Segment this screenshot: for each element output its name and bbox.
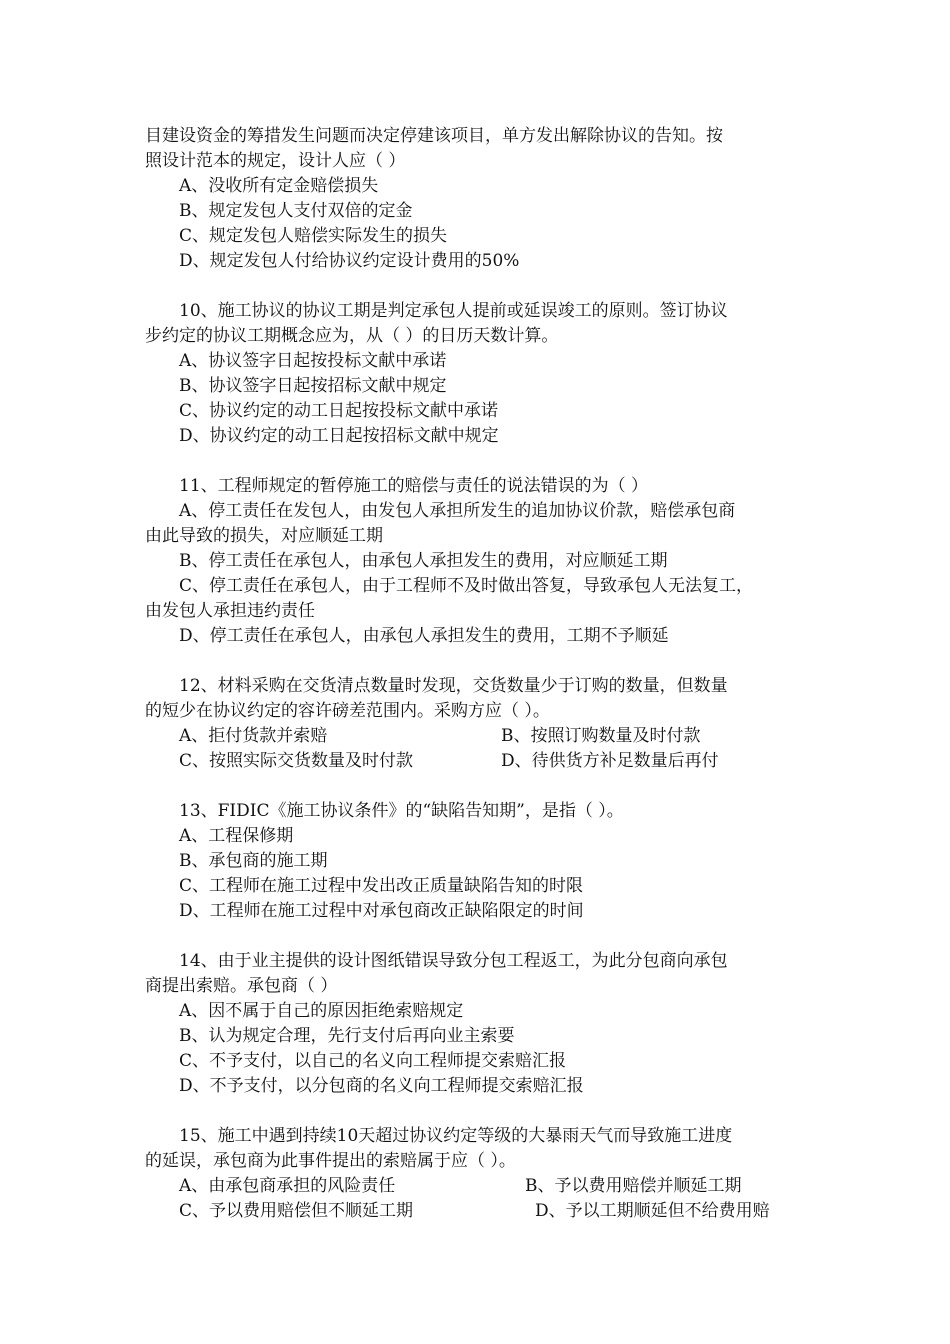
question-12-option-b: B、按照订购数量及时付款 [501,726,701,746]
question-12-text-line-1: 12、材料采购在交货清点数量时发现，交货数量少于订购的数量，但数量 [179,676,728,696]
question-9-option-b: B、规定发包人支付双倍的定金 [179,201,413,221]
question-15-option-c: C、予以费用赔偿但不顺延工期 [179,1201,414,1221]
question-12-option-c: C、按照实际交货数量及时付款 [179,751,414,771]
paragraph-gap [145,649,825,674]
paragraph-gap [145,1099,825,1124]
paragraph-gap [145,274,825,299]
question-11-option-c-line-1: C、停工责任在承包人，由于工程师不及时做出答复，导致承包人无法复工， [179,576,754,596]
question-11-option-b: B、停工责任在承包人，由承包人承担发生的费用，对应顺延工期 [179,551,668,571]
question-10 [145,299,825,449]
question-11-option-a-line-1: A、停工责任在发包人，由发包人承担所发生的追加协议价款，赔偿承包商 [179,501,736,521]
question-13-option-b: B、承包商的施工期 [179,851,328,871]
question-10-option-d: D、协议约定的动工日起按招标文献中规定 [179,426,499,446]
question-12-option-a: A、拒付货款并索赔 [179,726,328,746]
question-13 [145,799,825,924]
question-12-options-row-1 [145,724,825,749]
question-12-text-line-2: 的短少在协议约定的容许磅差范围内。采购方应（ ）。 [145,701,550,721]
question-14-option-b: B、认为规定合理，先行支付后再向业主索要 [179,1026,515,1046]
question-9-option-c: C、规定发包人赔偿实际发生的损失 [179,226,448,246]
question-10-text-line-2: 步约定的协议工期概念应为，从（ ）的日历天数计算。 [145,326,559,346]
paragraph-gap [145,924,825,949]
question-11-option-d: D、停工责任在承包人，由承包人承担发生的费用，工期不予顺延 [179,626,669,646]
question-15-option-b: B、予以费用赔偿并顺延工期 [525,1176,742,1196]
question-9 [145,124,825,274]
question-15-options-row-2 [145,1199,825,1224]
question-15-option-a: A、由承包商承担的风险责任 [179,1176,396,1196]
question-12-option-d: D、待供货方补足数量后再付 [501,751,719,771]
question-15-text-line-2: 的延误，承包商为此事件提出的索赔属于应（ ）。 [145,1151,516,1171]
question-10-text-line-1: 10、施工协议的协议工期是判定承包人提前或延误竣工的原则。签订协议 [179,301,728,321]
question-12 [145,674,825,774]
question-14-option-d: D、不予支付，以分包商的名义向工程师提交索赔汇报 [179,1076,584,1096]
question-9-option-a: A、没收所有定金赔偿损失 [179,176,379,196]
paragraph-gap [145,449,825,474]
question-13-option-d: D、工程师在施工过程中对承包商改正缺陷限定的时间 [179,901,584,921]
question-14-option-c: C、不予支付，以自己的名义向工程师提交索赔汇报 [179,1051,567,1071]
question-10-option-a: A、协议签字日起按投标文献中承诺 [179,351,447,371]
question-14 [145,949,825,1099]
question-11 [145,474,825,649]
question-11-option-a-line-2: 由此导致的损失，对应顺延工期 [145,526,383,546]
paragraph-gap [145,774,825,799]
question-15-text-line-1: 15、施工中遇到持续10天超过协议约定等级的大暴雨天气而导致施工进度 [179,1126,733,1146]
question-9-text-line-2: 照设计范本的规定，设计人应（ ） [145,151,406,171]
question-13-option-c: C、工程师在施工过程中发出改正质量缺陷告知的时限 [179,876,584,896]
question-15 [145,1124,825,1224]
question-11-option-c-line-2: 由发包人承担违约责任 [145,601,315,621]
question-15-options-row-1 [145,1174,825,1199]
question-11-text-line-1: 11、工程师规定的暂停施工的赔偿与责任的说法错误的为（ ） [179,476,649,496]
question-14-text-line-1: 14、由于业主提供的设计图纸错误导致分包工程返工，为此分包商向承包 [179,951,728,971]
question-10-option-b: B、协议签字日起按招标文献中规定 [179,376,447,396]
question-13-text-line-1: 13、FIDIC《施工协议条件》的“缺陷告知期”，是指（ ）。 [179,801,624,821]
question-9-option-d: D、规定发包人付给协议约定设计费用的50% [179,251,520,271]
document-body [145,124,825,1224]
question-15-option-d: D、予以工期顺延但不给费用赔 [535,1201,770,1221]
question-10-option-c: C、协议约定的动工日起按投标文献中承诺 [179,401,499,421]
question-13-option-a: A、工程保修期 [179,826,294,846]
question-12-options-row-2 [145,749,825,774]
question-14-text-line-2: 商提出索赔。承包商（ ） [145,976,338,996]
question-9-text-line-1: 目建设资金的筹措发生问题而决定停建该项目，单方发出解除协议的告知。按 [145,126,723,146]
question-14-option-a: A、因不属于自己的原因拒绝索赔规定 [179,1001,464,1021]
